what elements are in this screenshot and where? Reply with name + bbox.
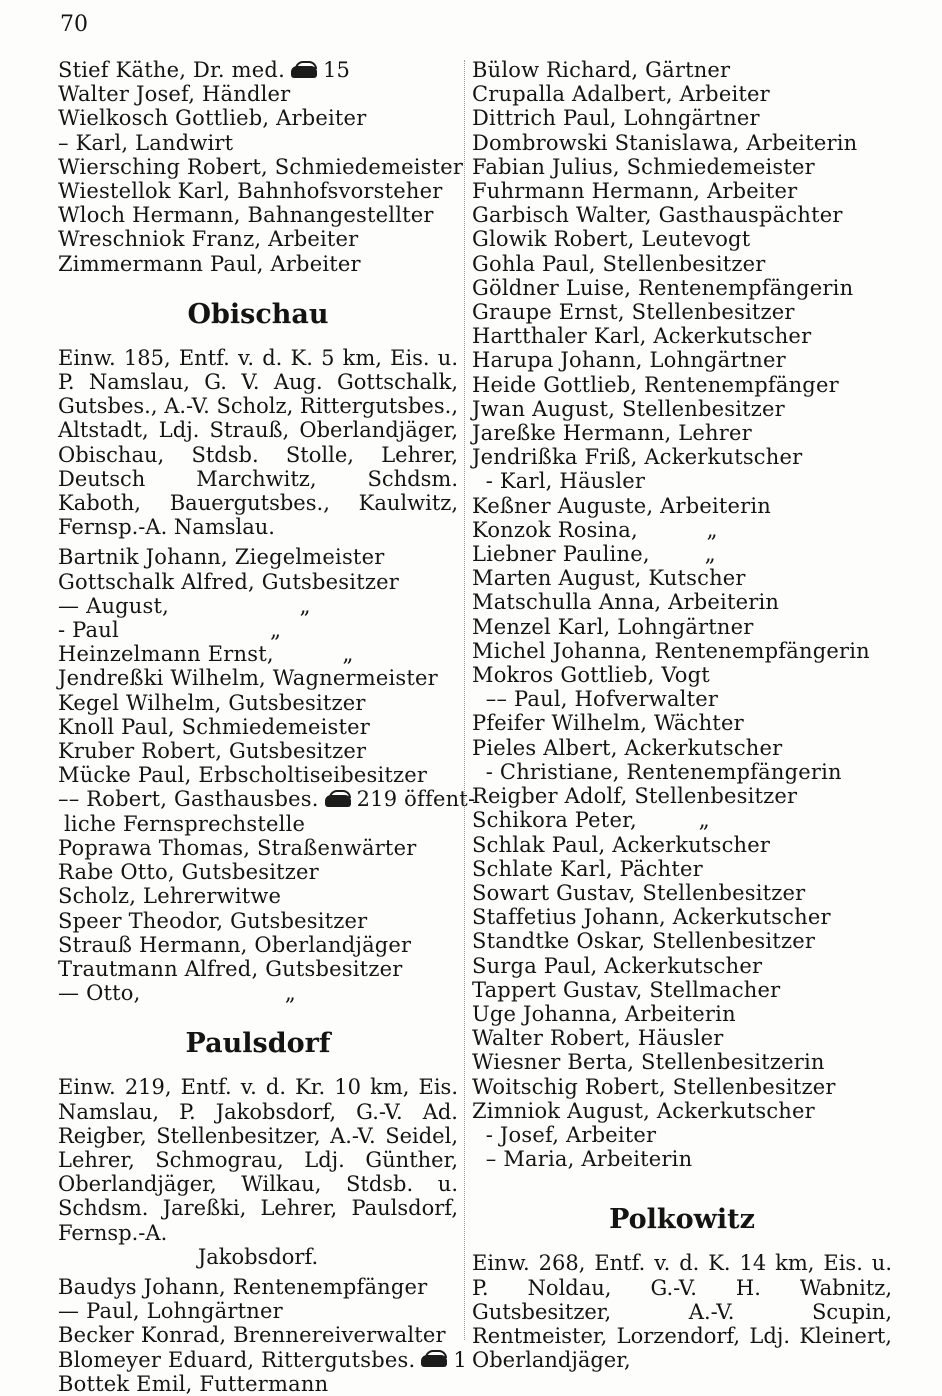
list-item: Wielkosch Gottlieb, Arbeiter bbox=[58, 106, 367, 131]
list-item: Reigber Adolf, Stellenbesitzer bbox=[472, 784, 798, 809]
list-item: Rabe Otto, Gutsbesitzer bbox=[58, 860, 319, 885]
list-item: Liebner Pauline, „ bbox=[472, 542, 716, 567]
resident-list bbox=[472, 58, 892, 1171]
list-item: Standtke Oskar, Stellenbesitzer bbox=[472, 929, 816, 954]
list-item: Bottek Emil, Futtermann bbox=[58, 1371, 329, 1396]
section-description: Einw. 268, Entf. v. d. K. 14 km, Eis. u. P. Noldau, G.-V. H. Wabnitz, Gutsbesitzer, A.-V. Scupin, Rentmeister, Lorzendorf, Ldj. Kleinert, Oberlandjäger, bbox=[472, 1251, 892, 1373]
list-item: Kruber Robert, Gutsbesitzer bbox=[58, 739, 367, 764]
list-item: Pieles Albert, Ackerkutscher bbox=[472, 735, 783, 760]
entry-text: –– Robert, Gasthausbes. bbox=[58, 787, 319, 812]
list-item: Walter Josef, Händler bbox=[58, 82, 291, 107]
list-item: – Maria, Arbeiterin bbox=[472, 1147, 693, 1172]
section-description-end: Jakobsdorf. bbox=[197, 1244, 319, 1269]
list-item: Wiestellok Karl, Bahnhofsvorsteher bbox=[58, 179, 443, 204]
list-item: Pfeifer Wilhelm, Wächter bbox=[472, 711, 744, 736]
list-item: Wreschniok Franz, Arbeiter bbox=[58, 227, 359, 252]
list-item: Schikora Peter, „ bbox=[472, 808, 710, 833]
list-item: Wloch Hermann, Bahnangestellter bbox=[58, 203, 434, 228]
list-item: Strauß Hermann, Oberlandjäger bbox=[58, 932, 412, 957]
list-item: Jendreßki Wilhelm, Wagnermeister bbox=[58, 666, 438, 691]
list-item: Baudys Johann, Rentenempfänger bbox=[58, 1274, 428, 1299]
list-item: Jwan August, Stellenbesitzer bbox=[472, 396, 785, 421]
list-item: Speer Theodor, Gutsbesitzer bbox=[58, 908, 368, 933]
right-column bbox=[472, 58, 892, 1378]
section-heading-paulsdorf: Paulsdorf bbox=[185, 1028, 331, 1060]
list-item: Göldner Luise, Rentenempfängerin bbox=[472, 275, 854, 300]
list-item bbox=[58, 58, 458, 82]
list-item: Dombrowski Stanislawa, Arbeiterin bbox=[472, 130, 858, 155]
list-item: - Paul „ bbox=[58, 618, 282, 643]
list-item: Trautmann Alfred, Gutsbesitzer bbox=[58, 956, 403, 981]
list-item: Hartthaler Karl, Ackerkutscher bbox=[472, 324, 812, 349]
list-item: Crupalla Adalbert, Arbeiter bbox=[472, 82, 770, 107]
list-item: Glowik Robert, Leutevogt bbox=[472, 227, 751, 252]
list-item: Mücke Paul, Erbscholtiseibesitzer bbox=[58, 763, 428, 788]
list-item: — Otto, „ bbox=[58, 981, 296, 1006]
list-item: Michel Johanna, Rentenempfängerin bbox=[472, 638, 870, 663]
entry-text: Stief Käthe, Dr. med. bbox=[58, 58, 285, 82]
list-item: Becker Konrad, Brennereiverwalter bbox=[58, 1323, 446, 1348]
list-item: - Josef, Arbeiter bbox=[472, 1122, 657, 1147]
page-number: 70 bbox=[60, 12, 88, 37]
list-item: Heide Gottlieb, Rentenempfänger bbox=[472, 372, 839, 397]
list-item: Poprawa Thomas, Straßenwärter bbox=[58, 835, 417, 860]
list-item: Mokros Gottlieb, Vogt bbox=[472, 663, 710, 688]
list-item: — August, „ bbox=[58, 593, 311, 618]
list-item: Gottschalk Alfred, Gutsbesitzer bbox=[58, 569, 399, 594]
list-item bbox=[58, 1347, 467, 1372]
list-item: Wiersching Robert, Schmiedemeister bbox=[58, 154, 464, 179]
column-divider bbox=[464, 60, 466, 1340]
list-item: Graupe Ernst, Stellenbesitzer bbox=[472, 300, 795, 325]
list-item: Zimniok August, Ackerkutscher bbox=[472, 1098, 815, 1123]
list-item: Jendrißka Friß, Ackerkutscher bbox=[472, 445, 803, 470]
list-item: liche Fernsprechstelle bbox=[64, 811, 306, 836]
list-item: Zimmermann Paul, Arbeiter bbox=[58, 251, 361, 276]
list-item: - Christiane, Rentenempfängerin bbox=[472, 759, 842, 784]
list-item: Uge Johanna, Arbeiterin bbox=[472, 1001, 736, 1026]
list-item: Matschulla Anna, Arbeiterin bbox=[472, 590, 780, 615]
phone-number: 15 bbox=[322, 58, 351, 82]
list-item: Konzok Rosina, „ bbox=[472, 517, 718, 542]
list-item: Knoll Paul, Schmiedemeister bbox=[58, 714, 371, 739]
list-item: Staffetius Johann, Ackerkutscher bbox=[472, 905, 831, 930]
list-item: Walter Robert, Häusler bbox=[472, 1026, 724, 1051]
section-heading-obischau: Obischau bbox=[187, 298, 329, 330]
list-item: Marten August, Kutscher bbox=[472, 566, 746, 591]
list-item: Surga Paul, Ackerkutscher bbox=[472, 953, 763, 978]
list-item: –– Paul, Hofverwalter bbox=[472, 687, 719, 712]
list-item: Wiesner Berta, Stellenbesitzerin bbox=[472, 1050, 825, 1075]
telephone-icon bbox=[421, 1355, 447, 1367]
list-item: Jareßke Hermann, Lehrer bbox=[472, 421, 752, 446]
section-heading-polkowitz: Polkowitz bbox=[609, 1204, 755, 1236]
list-item: Gohla Paul, Stellenbesitzer bbox=[472, 251, 766, 276]
left-column bbox=[58, 58, 476, 1396]
list-item: Keßner Auguste, Arbeiterin bbox=[472, 493, 772, 518]
list-item: - Karl, Häusler bbox=[472, 469, 646, 494]
entry-text: Blomeyer Eduard, Rittergutsbes. bbox=[58, 1347, 416, 1372]
list-item bbox=[58, 787, 476, 812]
list-item: Heinzelmann Ernst, „ bbox=[58, 642, 354, 667]
section-description: Einw. 185, Entf. v. d. K. 5 km, Eis. u. P. Namslau, G. V. Aug. Gottschalk, Gutsbes., A.-V. Scholz, Rittergutsbes., Altstadt, Ldj. Strauß, Oberlandjäger, Obischau, Stdsb. Stolle, Lehrer, Deutsch Marchwitz, Schdsm. Kaboth, Bauergutsbes., Kaulwitz, Fernsp.-A. Namslau. bbox=[58, 345, 458, 540]
list-item: Fuhrmann Hermann, Arbeiter bbox=[472, 179, 798, 204]
list-item: Harupa Johann, Lohngärtner bbox=[472, 348, 786, 373]
list-item: — Paul, Lohngärtner bbox=[58, 1299, 283, 1324]
list-item: Menzel Karl, Lohngärtner bbox=[472, 614, 754, 639]
list-item: Schlak Paul, Ackerkutscher bbox=[472, 832, 771, 857]
list-item: – Karl, Landwirt bbox=[58, 130, 234, 155]
list-item: Tappert Gustav, Stellmacher bbox=[472, 977, 781, 1002]
list-item: Scholz, Lehrerwitwe bbox=[58, 884, 282, 909]
list-item: Garbisch Walter, Gasthauspächter bbox=[472, 203, 843, 228]
list-item: Bartnik Johann, Ziegelmeister bbox=[58, 545, 385, 570]
phone-number: 219 öffent- bbox=[356, 787, 476, 812]
list-item: Kegel Wilhelm, Gutsbesitzer bbox=[58, 690, 366, 715]
list-item: Bülow Richard, Gärtner bbox=[472, 58, 731, 82]
list-item: Schlate Karl, Pächter bbox=[472, 856, 703, 881]
list-item: Woitschig Robert, Stellenbesitzer bbox=[472, 1074, 836, 1099]
list-item: Sowart Gustav, Stellenbesitzer bbox=[472, 880, 806, 905]
list-item: Dittrich Paul, Lohngärtner bbox=[472, 106, 760, 131]
section-description: Einw. 219, Entf. v. d. Kr. 10 km, Eis. Namslau, P. Jakobsdorf, G.-V. Ad. Reigber, Stellenbesitzer, A.-V. Seidel, Lehrer, Schmograu, Ldj. Günther, Oberlandjäger, Wilkau, Stdsb. u. Schdsm. Jareßki, Lehrer, Paulsdorf, Fernsp.-A. bbox=[58, 1075, 458, 1245]
telephone-icon bbox=[291, 66, 317, 78]
list-item: Fabian Julius, Schmiedemeister bbox=[472, 154, 815, 179]
telephone-icon bbox=[325, 795, 351, 807]
phone-number: 1 bbox=[453, 1347, 467, 1372]
